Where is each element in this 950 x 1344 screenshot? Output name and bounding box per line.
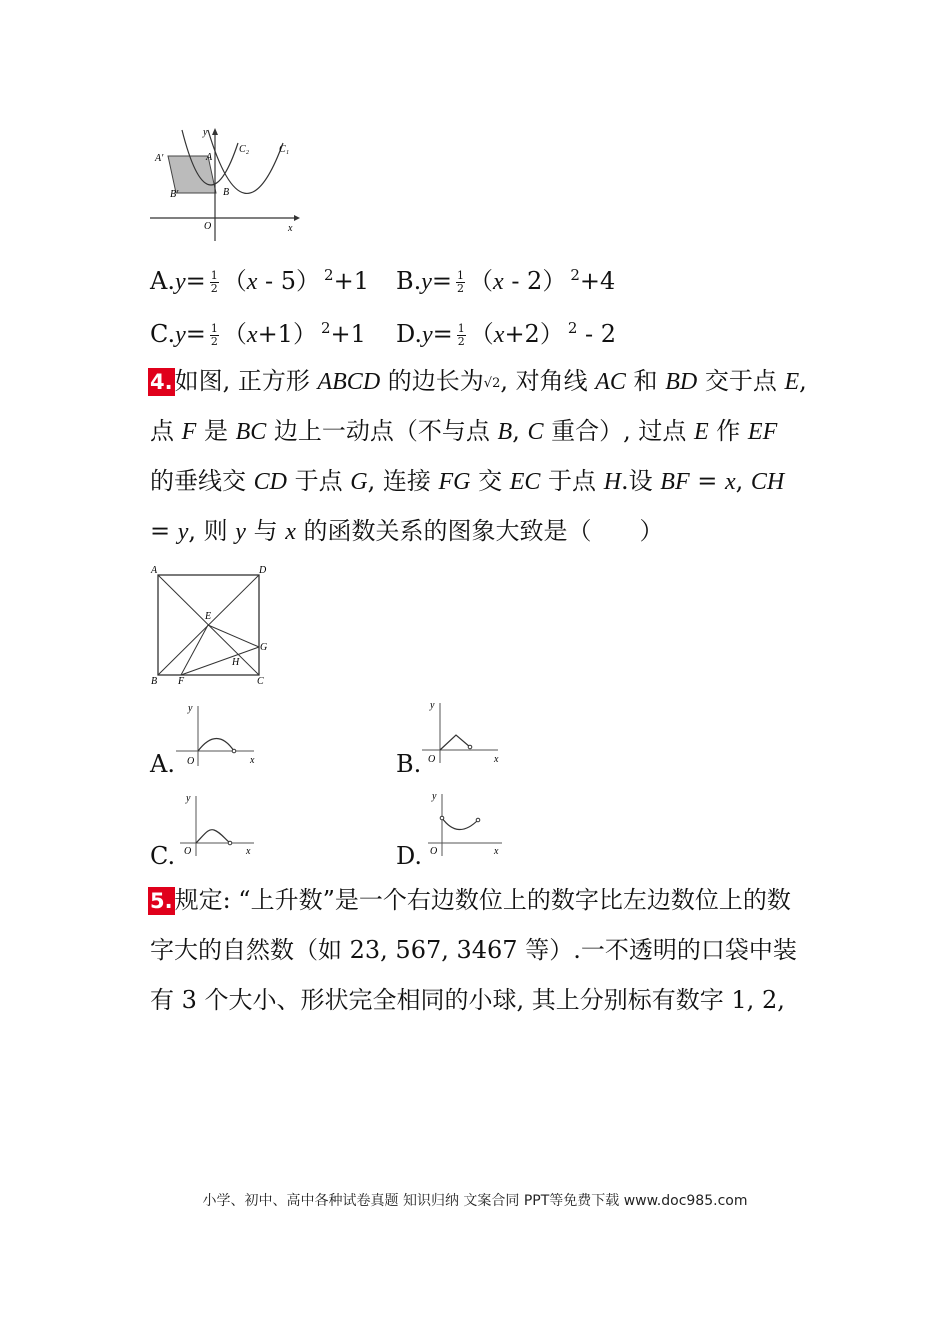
q5-line-1: 5.规定: “上升数”是一个右边数位上的数字比左边数位上的数 (150, 886, 791, 914)
endpoint-dot (228, 841, 232, 845)
label-y: y (430, 700, 435, 711)
label-o: O (428, 754, 436, 765)
endpoint-dot (232, 749, 236, 753)
q3-option-a[interactable]: A.y= $\frac{1}{2}$ （x - 5） $^2$+1 (150, 266, 369, 295)
curve-hump (196, 830, 230, 843)
q4-option-b-label[interactable]: B. (396, 750, 422, 778)
label-b-prime: B′ (170, 189, 179, 200)
label-o: O (187, 756, 195, 767)
label-a-prime: A′ (155, 153, 164, 164)
q4-option-d-graph[interactable] (424, 788, 508, 860)
label-x: x (250, 755, 255, 766)
curve-valley (442, 818, 478, 830)
q3-parabola-figure (148, 125, 300, 243)
segment-eg (208, 625, 259, 647)
label-c1: C₁ (279, 144, 290, 155)
q4-line-1: 4.如图, 正方形 ABCD 的边长为√2, 对角线 AC 和 BD 交于点 E, (150, 367, 807, 395)
label-f: F (178, 676, 185, 687)
label-o: O (204, 221, 212, 232)
x-axis-arrow (294, 215, 300, 221)
label-y: y (186, 793, 191, 804)
label-x: x (494, 846, 499, 857)
label-x: x (246, 846, 251, 857)
segment-ef (181, 625, 208, 675)
label-o: O (184, 846, 192, 857)
label-h: H (232, 657, 240, 668)
option-letter: C. (150, 320, 176, 348)
label-o: O (430, 846, 438, 857)
q4-square-figure (148, 562, 272, 688)
endpoint-dot (468, 745, 472, 749)
label-a: A (151, 565, 158, 576)
q4-line-4: = y, 则 y 与 x 的函数关系的图象大致是（ ） (150, 517, 664, 545)
label-y: y (203, 127, 208, 138)
q4-option-c-label[interactable]: C. (150, 842, 176, 870)
q4-option-c-graph[interactable] (176, 790, 260, 860)
q5-line-2: 字大的自然数（如 23, 567, 3467 等）.一不透明的口袋中装 (150, 936, 797, 964)
segment-fg (181, 647, 259, 675)
q4-option-a-label[interactable]: A. (150, 750, 175, 778)
q4-option-a-graph[interactable] (172, 698, 262, 770)
q4-line-3: 的垂线交 CD 于点 G, 连接 FG 交 EC 于点 H.设 BF = x, CH (150, 467, 785, 495)
y-axis-arrow (212, 128, 218, 135)
label-g: G (260, 642, 268, 653)
label-c2: C₂ (239, 144, 250, 155)
curve-arc (198, 739, 234, 752)
q4-option-b-graph[interactable] (418, 695, 502, 767)
label-x: x (288, 223, 293, 234)
q4-option-d-label[interactable]: D. (396, 842, 423, 870)
option-letter: B. (396, 267, 422, 295)
label-x: x (494, 754, 499, 765)
q3-option-c[interactable]: C.y= $\frac{1}{2}$ （x+1） $^2$+1 (150, 319, 366, 348)
label-b: B (223, 187, 230, 198)
option-letter: A. (150, 267, 175, 295)
curve-peak (440, 735, 470, 750)
label-b: B (151, 676, 158, 687)
label-e: E (205, 611, 212, 622)
start-dot (440, 816, 444, 820)
option-letter: D. (396, 320, 423, 348)
q5-line-3: 有 3 个大小、形状完全相同的小球, 其上分别标有数字 1, 2, (150, 986, 785, 1014)
question-number: 4. (150, 370, 173, 394)
label-y: y (188, 703, 193, 714)
q4-line-2: 点 F 是 BC 边上一动点（不与点 B, C 重合）, 过点 E 作 EF (150, 417, 778, 445)
question-number: 5. (150, 889, 173, 913)
endpoint-dot (476, 818, 480, 822)
q3-option-d[interactable]: D.y= $\frac{1}{2}$ （x+2） $^2$ - 2 (396, 319, 617, 348)
label-a: A (206, 152, 213, 163)
page-footer: 小学、初中、高中各种试卷真题 知识归纳 文案合同 PPT等免费下载 www.doc985.com (202, 1193, 748, 1209)
label-y: y (432, 791, 437, 802)
label-d: D (259, 565, 267, 576)
parabola-c1 (208, 130, 283, 193)
q3-option-b[interactable]: B.y= $\frac{1}{2}$ （x - 2） $^2$+4 (396, 266, 616, 295)
label-c: C (257, 676, 264, 687)
